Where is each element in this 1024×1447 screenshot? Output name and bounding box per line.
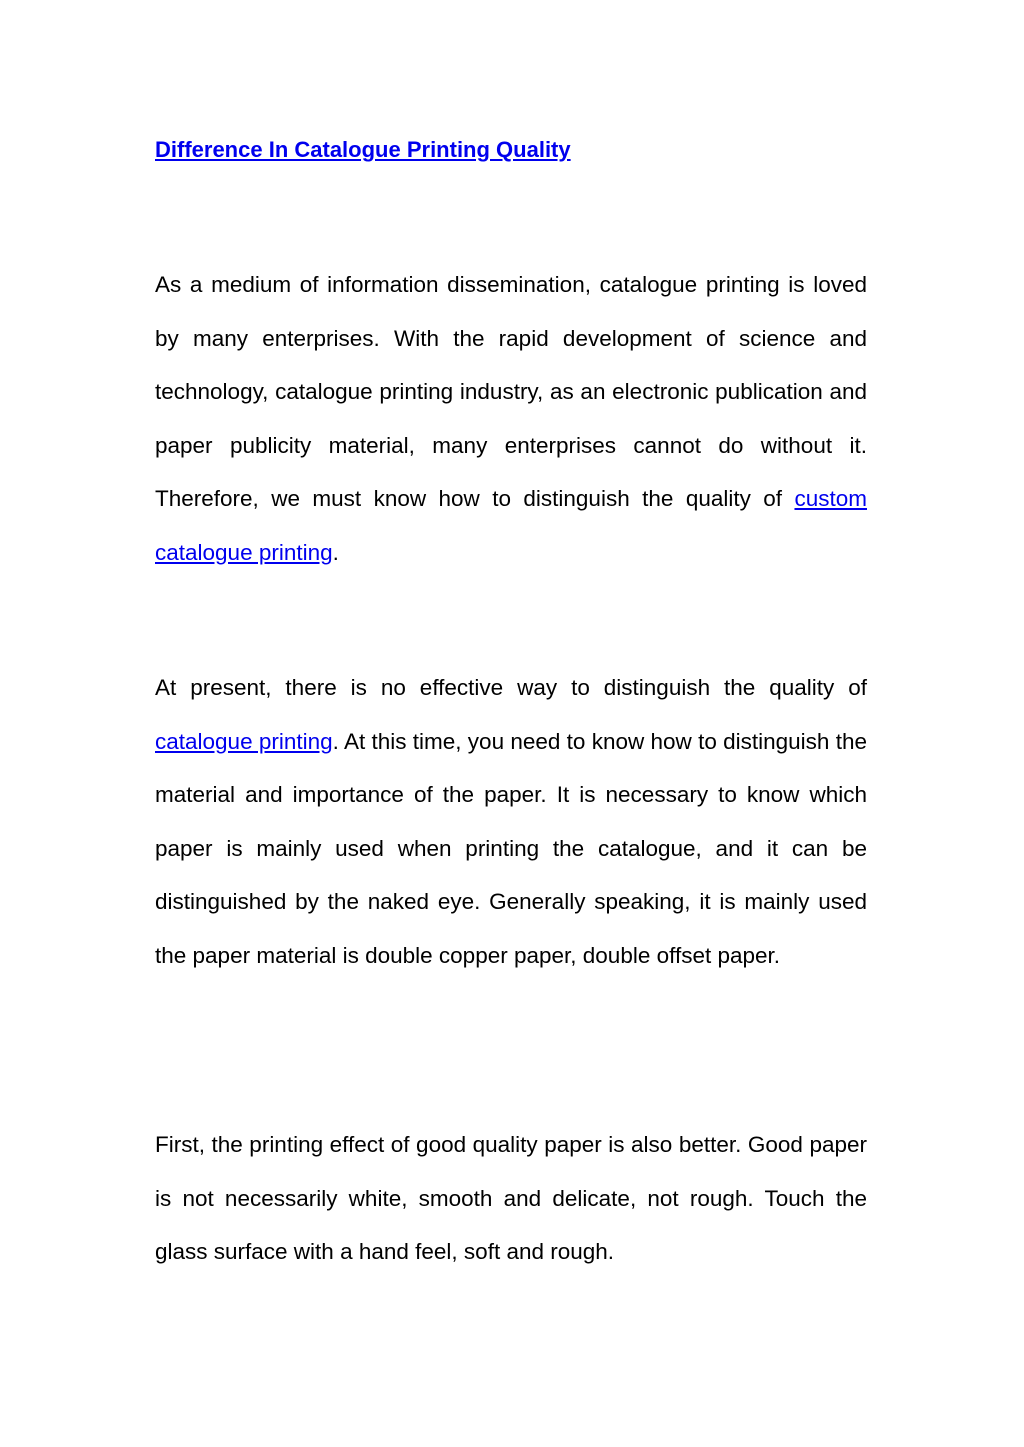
paragraph-intro-text: As a medium of information dissemination, catalogue printing is loved by many enterprises. With the rapid development of science and technology, catalogue printing industry, as an electronic publication and paper publicity material, many enterprises cannot do without it. Therefore, we must know how to distinguish the quality of [155, 272, 867, 511]
document-title-link[interactable]: Difference In Catalogue Printing Quality [155, 137, 571, 162]
paragraph-paper: First, the printing effect of good quality paper is also better. Good paper is not necessarily white, smooth and delicate, not rough. Touch the glass surface with a hand feel, soft and rough. [155, 1132, 867, 1264]
paragraph-quality [155, 661, 867, 982]
paragraph-intro-tail: . [332, 539, 339, 565]
paragraph-quality-lead: At present, there is no effective way to distinguish the quality of [155, 675, 867, 700]
catalogue-printing-link[interactable]: catalogue printing [155, 728, 333, 754]
custom-catalogue-printing-link[interactable]: custom catalogue printing [155, 486, 867, 565]
paragraph-intro [155, 258, 867, 579]
paragraph-quality-text: . At this time, you need to know how to distinguish the material and importance of the paper. It is necessary to know which paper is mainly used when printing the catalogue, and it can be distinguished by the naked eye. Generally speaking, it is mainly used the paper material is double copper paper, double offset paper. [155, 728, 867, 968]
